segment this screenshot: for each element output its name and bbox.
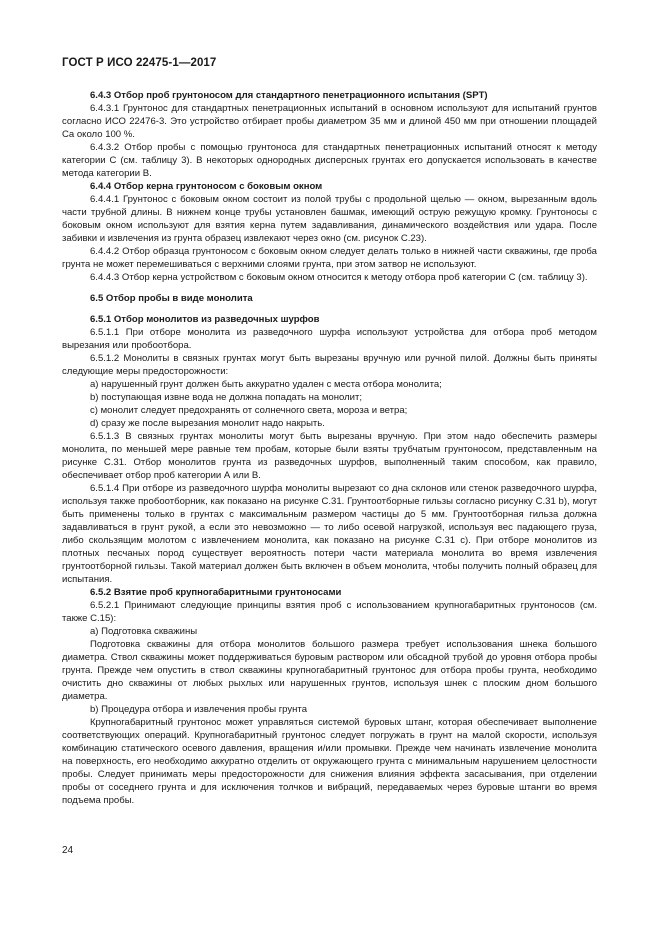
- section-heading: 6.5.2 Взятие проб крупногабаритными грунтоносами: [90, 587, 342, 598]
- page-number: 24: [62, 845, 74, 856]
- document-body: [62, 89, 597, 807]
- paragraph: 6.4.4.3 Отбор керна устройством с боковым окном относится к методу отбора проб категории С (см. таблицу 3).: [90, 272, 588, 283]
- paragraph: 6.5.1.2 Монолиты в связных грунтах могут быть вырезаны вручную или ручной пилой. Должны быть приняты следующие меры предосторожности:: [62, 353, 597, 377]
- paragraph: 6.5.1.3 В связных грунтах монолиты могут быть вырезаны вручную. При этом надо обеспечить размеры монолита, по меньшей мере равные тем пробам, которые были взяты трубчатым грунтоносом, представленным на рисунке С.31. Отбор монолитов грунта из разведочных шурфов, выполненный таким способом, как правило, обеспечивает отбор проб категории А или В.: [62, 431, 597, 481]
- section-heading: 6.4.3 Отбор проб грунтоносом для стандартного пенетрационного испытания (SPT): [90, 90, 488, 101]
- paragraph: Крупногабаритный грунтонос может управляться системой буровых штанг, которая обеспечивает выполнение соответствующих операций. Крупногабаритный грунтонос следует погружать в грунт на малой скорости, используя комбинацию статического осевого давления, вращения и/или промывки. Прежде чем начинать извлечение монолита на поверхность, его необходимо аккуратно отделить от окружающего грунта с минимальным нарушением целостности пробы. Следует принимать меры предосторожности для снижения влияния эффекта засасывания, при отделении пробы от соседнего грунта и для исключения толчков и вибраций, передаваемых через буровые штанги во время подъема пробы.: [62, 717, 597, 806]
- paragraph: 6.4.4.1 Грунтонос с боковым окном состоит из полой трубы с продольной щелью — окном, вырезанным вдоль части трубной длины. В нижнем конце трубы установлен башмак, имеющий острую режущую кромку. Грунтоносы с боковым окном используют для взятия керна путем задавливания, динамического воздействия или удара. После забивки и извлечения из грунта образец извлекают через окно (см. рисунок С.23).: [62, 194, 597, 244]
- paragraph: d) сразу же после вырезания монолит надо накрыть.: [90, 418, 325, 429]
- paragraph: 6.4.3.2 Отбор пробы с помощью грунтоноса для стандартных пенетрационных испытаний относят к методу категории С (см. таблицу 3). В некоторых однородных дисперсных грунтах его допускается использовать в качестве метода категории В.: [62, 142, 597, 179]
- section-heading: 6.4.4 Отбор керна грунтоносом с боковым окном: [90, 181, 323, 192]
- paragraph: b) поступающая извне вода не должна попадать на монолит;: [90, 392, 363, 403]
- paragraph: b) Процедура отбора и извлечения пробы грунта: [90, 704, 308, 715]
- standard-header: ГОСТ Р ИСО 22475-1—2017: [62, 57, 217, 69]
- paragraph: 6.4.3.1 Грунтонос для стандартных пенетрационных испытаний в основном используют для испытаний грунтов согласно ИСО 22476-3. Это устройство отбирает пробы диаметром 35 мм и длиной 450 мм при отношении площадей Ca около 100 %.: [62, 103, 597, 140]
- paragraph: 6.5.2.1 Принимают следующие принципы взятия проб с использованием крупногабаритных грунтоносов (см. также С.15):: [62, 600, 597, 624]
- section-heading: 6.5.1 Отбор монолитов из разведочных шурфов: [90, 314, 320, 325]
- paragraph: a) Подготовка скважины: [90, 626, 198, 637]
- section-heading: 6.5 Отбор пробы в виде монолита: [90, 293, 253, 304]
- paragraph: a) нарушенный грунт должен быть аккуратно удален с места отбора монолита;: [90, 379, 442, 390]
- paragraph: 6.5.1.1 При отборе монолита из разведочного шурфа используют устройства для отбора проб методом вырезания или пробоотбора.: [62, 327, 597, 351]
- paragraph: Подготовка скважины для отбора монолитов большого размера требует использования шнека большого диаметра. Ствол скважины может поддерживаться буровым раствором или обсадной трубой до уровня отбора пробы грунта. Прежде чем опустить в ствол скважины крупногабаритный грунтонос для отбора пробы грунта, необходимо очистить дно скважины от любых рыхлых или нарушенных грунтов, используя шнек с плоским дном большого диаметра.: [62, 639, 597, 702]
- paragraph: 6.4.4.2 Отбор образца грунтоносом с боковым окном следует делать только в нижней части скважины, где проба грунта не может перемешиваться с верхними слоями грунта, при этом затвор не используют.: [62, 246, 597, 270]
- paragraph: c) монолит следует предохранять от солнечного света, мороза и ветра;: [90, 405, 408, 416]
- paragraph: 6.5.1.4 При отборе из разведочного шурфа монолиты вырезают со дна склонов или стенок разведочного шурфа, используя также пробоотборник, как показано на рисунке С.31. Грунтоотборные гильзы согласно рисунку С.31 b), могут быть применены только в грунтах с максимальным размером частицы до 5 мм. Грунтоотборная гильза должна задавливаться в грунт рукой, а если это невозможно — то либо осевой нагрузкой, используя вес падающего груза, либо скользящим молотом с извлечением монолита, как показано на рисунке С.31 с). При отборе монолитов из плотных песчаных пород существует вероятность потери части материала монолита во время извлечения грунтоотборной гильзы. Такой материал должен быть включен в объем монолита, чтобы получить полный образец для испытания.: [62, 483, 597, 585]
